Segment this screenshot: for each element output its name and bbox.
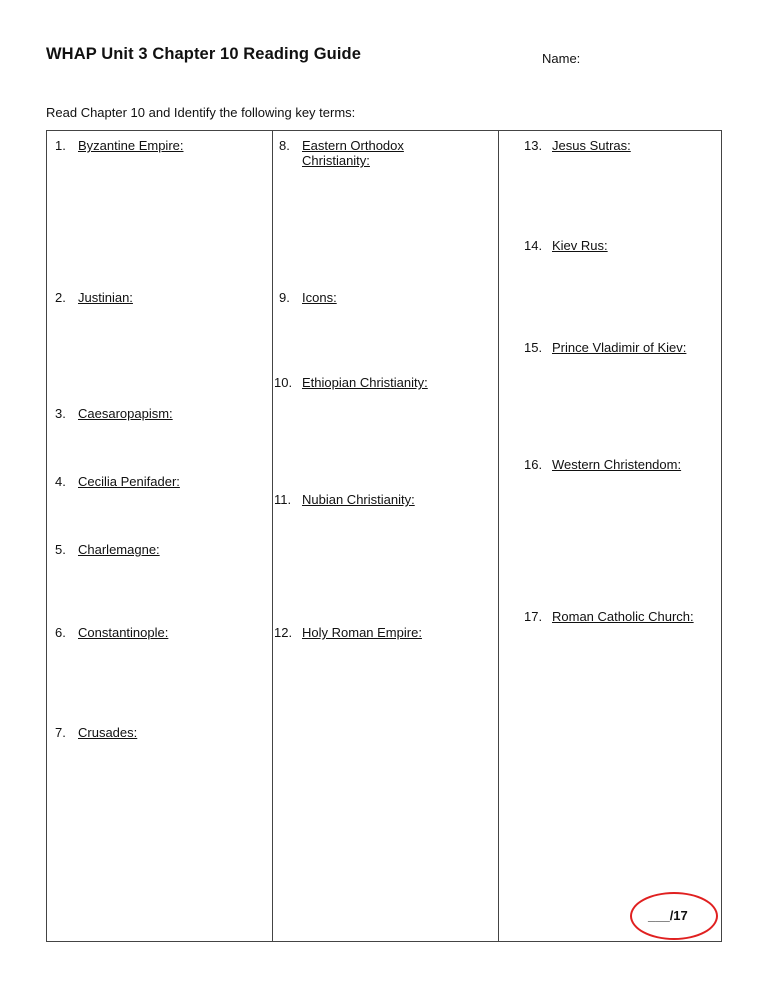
term-number: 5. [55, 542, 66, 557]
term-number: 14. [524, 238, 543, 253]
term-4 [55, 474, 180, 489]
score-text: ___/17 [648, 908, 688, 923]
term-number: 8. [279, 138, 290, 153]
term-number: 15. [524, 340, 543, 355]
term-number: 2. [55, 290, 66, 305]
term-number: 11. [274, 492, 292, 507]
term-number: 7. [55, 725, 66, 740]
term-label: Byzantine Empire: [78, 138, 184, 153]
name-label: Name: [542, 51, 581, 66]
term-3 [55, 406, 173, 421]
term-8 [279, 138, 459, 168]
term-13 [524, 138, 631, 153]
term-14 [524, 238, 608, 253]
term-9 [279, 290, 337, 305]
term-number: 1. [55, 138, 66, 153]
term-label: Nubian Christianity: [302, 492, 415, 507]
term-label: Icons: [302, 290, 337, 305]
term-label: Caesaropapism: [78, 406, 173, 421]
term-number: 10. [274, 375, 293, 390]
term-label: Eastern Orthodox Christianity: [302, 138, 404, 168]
term-11 [274, 492, 415, 507]
term-17 [524, 609, 694, 624]
term-number: 13. [524, 138, 543, 153]
term-number: 9. [279, 290, 290, 305]
term-6 [55, 625, 168, 640]
term-label: Constantinople: [78, 625, 169, 640]
term-label: Justinian: [78, 290, 133, 305]
term-label: Holy Roman Empire: [302, 625, 422, 640]
score-box [630, 892, 722, 944]
term-label: Kiev Rus: [552, 238, 608, 253]
term-label: Jesus Sutras: [552, 138, 631, 153]
term-number: 16. [524, 457, 543, 472]
term-number: 6. [55, 625, 66, 640]
term-label: Cecilia Penifader: [78, 474, 180, 489]
term-number: 12. [274, 625, 293, 640]
term-15 [524, 340, 686, 355]
terms-table [46, 130, 722, 942]
instructions: Read Chapter 10 and Identify the following key terms: [46, 105, 356, 120]
column-divider-1 [272, 131, 273, 941]
term-number: 3. [55, 406, 66, 421]
term-number: 4. [55, 474, 66, 489]
term-label: Prince Vladimir of Kiev: [552, 340, 687, 355]
term-5 [55, 542, 160, 557]
term-label: Western Christendom: [552, 457, 682, 472]
term-label: Charlemagne: [78, 542, 160, 557]
term-7 [55, 725, 137, 740]
term-label: Roman Catholic Church: [552, 609, 694, 624]
term-1 [55, 138, 184, 153]
term-12 [274, 625, 422, 640]
term-2 [55, 290, 133, 305]
page-title: WHAP Unit 3 Chapter 10 Reading Guide [46, 45, 362, 63]
term-10 [274, 375, 428, 390]
term-label: Ethiopian Christianity: [302, 375, 428, 390]
column-divider-2 [498, 131, 499, 941]
term-16 [524, 457, 681, 472]
term-number: 17. [524, 609, 543, 624]
term-label: Crusades: [78, 725, 138, 740]
